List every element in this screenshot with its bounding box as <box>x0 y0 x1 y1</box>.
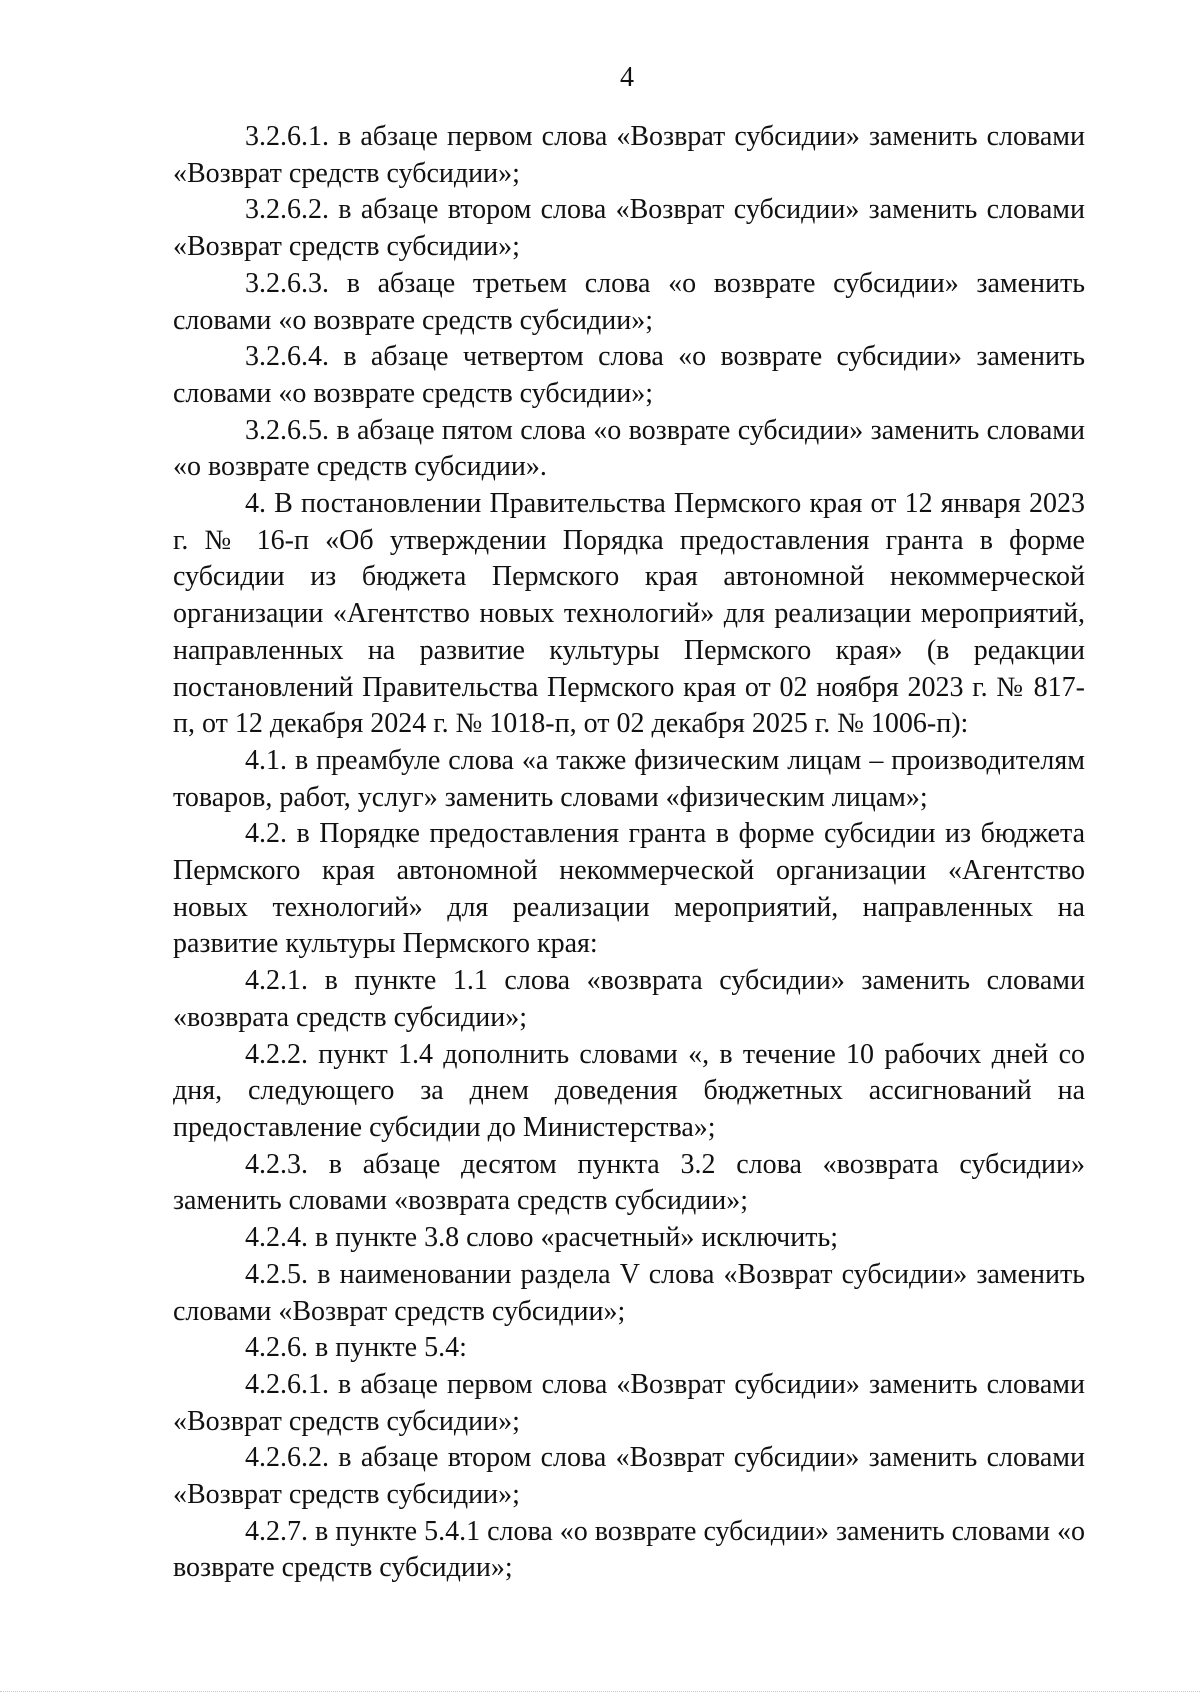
page-number: 4 <box>620 62 634 93</box>
paragraph-4-2-4: 4.2.4. в пункте 3.8 слово «расчетный» исключить; <box>245 1222 839 1254</box>
paragraph-3-2-6-3: 3.2.6.3. в абзаце третьем слова «о возврате субсидии» заменить словами «о возврате средств субсидии»; <box>173 267 1085 336</box>
scan-bottom-edge <box>0 1691 1200 1692</box>
paragraph-3-2-6-1: 3.2.6.1. в абзаце первом слова «Возврат субсидии» заменить словами «Возврат средств субсидии»; <box>173 121 1085 189</box>
paragraph-4-2-3: 4.2.3. в абзаце десятом пункта 3.2 слова «возврата субсидии» заменить словами «возврата средств субсидии»; <box>173 1148 1085 1217</box>
paragraph-4: 4. В постановлении Правительства Пермского края от 12 января 2023 г. № 16-п «Об утверждении Порядка предоставления гранта в форме субсидии из бюджета Пермского края автономной некоммерческой организации «Агентство новых технологий» для реализации мероприятий, направленных на развитие культуры Пермского края» (в редакции постановлений Правительства Пермского края от 02 ноября 2023 г. № 817-п, от 12 декабря 2024 г. № 1018-п, от 02 декабря 2025 г. № 1006-п): <box>173 488 1085 740</box>
paragraph-4-1: 4.1. в преамбуле слова «а также физическим лицам – производителям товаров, работ, услуг» заменить словами «физическим лицам»; <box>173 744 1085 813</box>
paragraph-4-2-5: 4.2.5. в наименовании раздела V слова «Возврат субсидии» заменить словами «Возврат средств субсидии»; <box>173 1258 1085 1327</box>
paragraph-4-2-6-1: 4.2.6.1. в абзаце первом слова «Возврат субсидии» заменить словами «Возврат средств субсидии»; <box>173 1368 1085 1437</box>
paragraph-3-2-6-4: 3.2.6.4. в абзаце четвертом слова «о возврате субсидии» заменить словами «о возврате средств субсидии»; <box>173 341 1085 409</box>
paragraph-4-2: 4.2. в Порядке предоставления гранта в форме субсидии из бюджета Пермского края автономной некоммерческой организации «Агентство новых технологий» для реализации мероприятий, направленных на развитие культуры Пермского края: <box>173 818 1085 960</box>
paragraph-4-2-7: 4.2.7. в пункте 5.4.1 слова «о возврате субсидии» заменить словами «о возврате средств субсидии»; <box>173 1515 1085 1584</box>
paragraph-3-2-6-2: 3.2.6.2. в абзаце втором слова «Возврат субсидии» заменить словами «Возврат средств субсидии»; <box>173 194 1085 263</box>
paragraph-4-2-1: 4.2.1. в пункте 1.1 слова «возврата субсидии» заменить словами «возврата средств субсидии»; <box>173 965 1085 1033</box>
paragraph-4-2-2: 4.2.2. пункт 1.4 дополнить словами «, в течение 10 рабочих дней со дня, следующего за днем доведения бюджетных ассигнований на предоставление субсидии до Министерства»; <box>173 1038 1085 1143</box>
document-body <box>173 119 1085 1587</box>
paragraph-4-2-6-2: 4.2.6.2. в абзаце втором слова «Возврат субсидии» заменить словами «Возврат средств субсидии»; <box>173 1442 1085 1511</box>
paragraph-3-2-6-5: 3.2.6.5. в абзаце пятом слова «о возврате субсидии» заменить словами «о возврате средств субсидии». <box>173 414 1085 483</box>
paragraph-4-2-6: 4.2.6. в пункте 5.4: <box>245 1332 467 1364</box>
